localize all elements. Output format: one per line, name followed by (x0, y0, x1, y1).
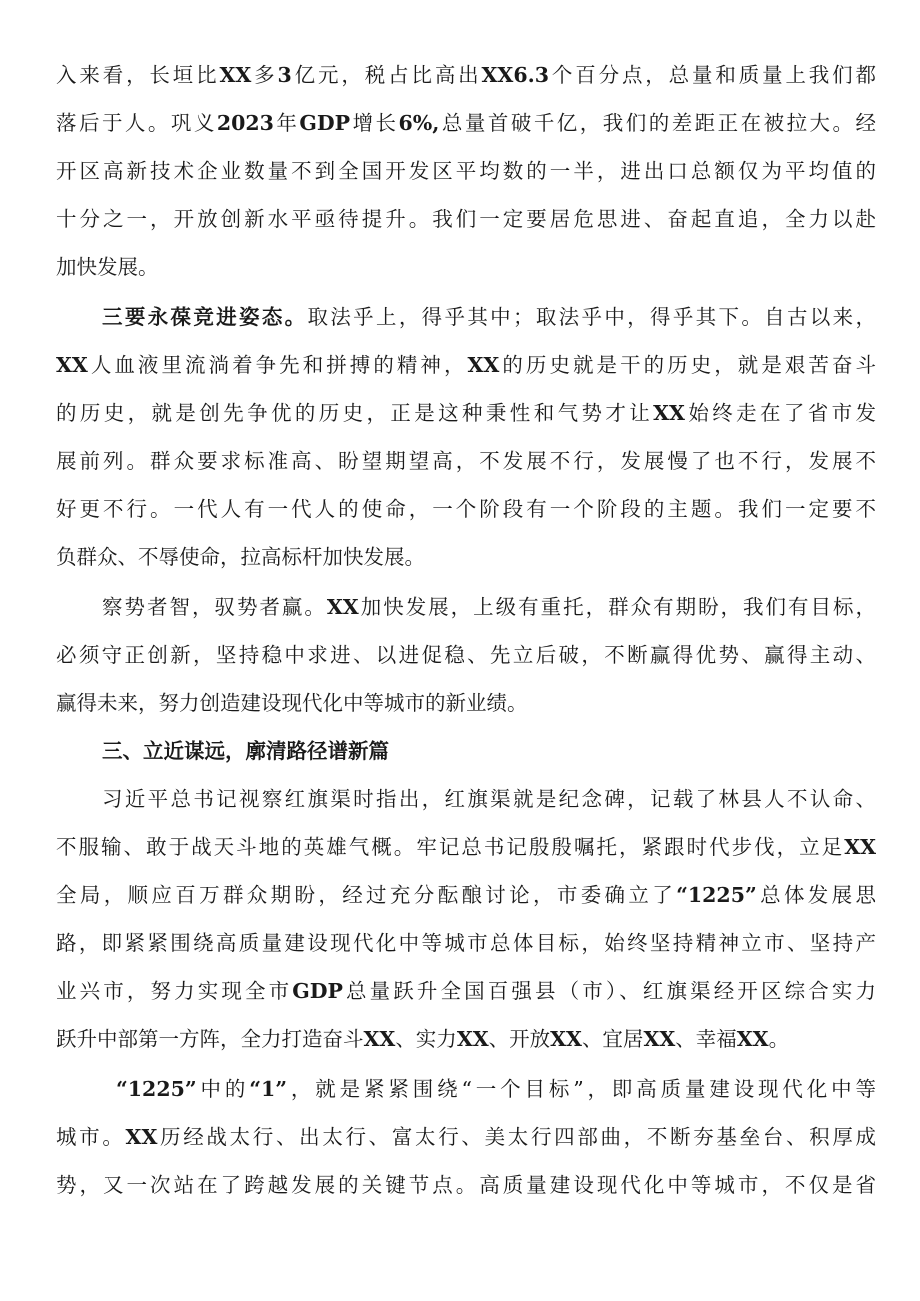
text-line (56, 683, 876, 723)
bold-text-run: XX (653, 401, 685, 425)
text-run: 增长 (350, 111, 399, 135)
text-run: 赢得未来，努力创造建设现代化中等城市的新业绩。 (56, 691, 528, 715)
text-run: 加快发展。 (56, 255, 159, 279)
text-line (56, 393, 876, 433)
bold-text-run: XX (219, 63, 252, 87)
bold-text-run: XX (550, 1027, 582, 1051)
text-run: 加快发展，上级有重托，群众有期盼，我们有目标， (358, 595, 876, 619)
text-line (56, 199, 876, 239)
text-line (56, 635, 876, 675)
text-line (56, 923, 876, 963)
text-run: 总量首破千亿，我们的差距正在被拉大。经 (439, 111, 876, 135)
bold-text-run: XX (56, 353, 88, 377)
text-run: 的历史，就是创先争优的历史，正是这种秉性和气势才让 (56, 401, 654, 425)
bold-text-run: “1” (249, 1077, 288, 1101)
text-line (56, 537, 876, 577)
text-run: 总量跃升全国百强县（市）、红旗渠经开区综合实力 (342, 979, 876, 1003)
text-run: 必须守正创新，坚持稳中求进、以进促稳、先立后破，不断赢得优势、赢得主动、 (56, 643, 876, 667)
bold-text-run: XX (456, 1027, 489, 1051)
text-run: 历经战太行、出太行、富太行、美太行四部曲，不断夯基垒台、积厚成 (157, 1125, 876, 1149)
text-run: 亿元，税占比高出 (291, 63, 482, 87)
bold-text-run: 3 (277, 63, 292, 87)
text-line (56, 827, 876, 867)
text-run: 、实力 (395, 1027, 457, 1051)
text-run: 习近平总书记视察红旗渠时指出，红旗渠就是纪念碑，记载了林县人不认命、 (102, 787, 876, 811)
text-run: 好更不行。一代人有一代人的使命，一个阶段有一个阶段的主题。我们一定要不 (56, 497, 876, 521)
text-run: 多 (251, 63, 278, 87)
text-line (56, 1117, 876, 1157)
text-line (56, 441, 876, 481)
text-run: 业兴市，努力实现全市 (56, 979, 293, 1003)
bold-text-run: XX (844, 835, 876, 859)
text-run: 十分之一，开放创新水平亟待提升。我们一定要居危思进、奋起直追，全力以赴 (56, 207, 876, 231)
bold-text-run: 三、立近谋远，廓清路径谱新篇 (102, 739, 389, 763)
text-line (102, 587, 876, 627)
bold-text-run: XX (363, 1027, 396, 1051)
text-line (56, 489, 876, 529)
text-line (56, 1165, 876, 1205)
text-run: 始终走在了省市发 (684, 401, 876, 425)
text-run: 全局，顺应百万群众期盼，经过充分酝酿讨论，市委确立了 (56, 883, 677, 907)
bold-text-run: 2023 (216, 111, 274, 135)
bold-text-run: GDP (299, 111, 351, 135)
text-run: 、幸福 (675, 1027, 737, 1051)
text-line (102, 297, 876, 337)
text-line (56, 247, 876, 287)
text-run: 跃升中部第一方阵，全力打造奋斗 (56, 1027, 364, 1051)
text-run: 。 (768, 1027, 790, 1051)
text-run: 不服输、敢于战天斗地的英雄气概。牢记总书记殷殷嘱托，紧跟时代步伐，立足 (56, 835, 845, 859)
bold-text-run: XX (467, 353, 500, 377)
text-run: ，就是紧紧围绕“一个目标”，即高质量建设现代化中等 (287, 1077, 876, 1101)
text-line (56, 151, 876, 191)
bold-text-run: “1225” (676, 883, 757, 907)
text-line (56, 55, 876, 95)
text-line (56, 103, 876, 143)
text-run: 势，又一次站在了跨越发展的关键节点。高质量建设现代化中等城市，不仅是省 (56, 1173, 876, 1197)
text-run: 城市。 (56, 1125, 126, 1149)
text-run: 总体发展思 (756, 883, 876, 907)
text-run: 年 (273, 111, 300, 135)
bold-text-run: XX (326, 595, 359, 619)
text-run: 个百分点，总量和质量上我们都 (549, 63, 876, 87)
text-run: 、开放 (488, 1027, 551, 1051)
text-run: 中的 (196, 1077, 250, 1101)
bold-text-run: XX6.3 (481, 63, 550, 87)
text-run: 察势者智，驭势者赢。 (102, 595, 327, 619)
text-line (56, 971, 876, 1011)
bold-text-run: GDP (292, 979, 343, 1003)
text-line (56, 1019, 876, 1059)
text-line (102, 731, 876, 771)
bold-text-run: “1225” (116, 1077, 197, 1101)
text-run: 路，即紧紧围绕高质量建设现代化中等城市总体目标，始终坚持精神立市、坚持产 (56, 931, 876, 955)
text-run: 展前列。群众要求标准高、盼望期望高，不发展不行，发展慢了也不行，发展不 (56, 449, 876, 473)
text-run: 入来看，长垣比 (56, 63, 220, 87)
text-run: 的历史就是干的历史，就是艰苦奋斗 (499, 353, 876, 377)
text-run: 负群众、不辱使命，拉高标杆加快发展。 (56, 545, 425, 569)
text-run: 、宜居 (581, 1027, 644, 1051)
text-line (102, 779, 876, 819)
text-run: 取法乎上，得乎其中；取法乎中，得乎其下。自古以来， (307, 305, 876, 329)
text-line (116, 1069, 876, 1109)
bold-text-run: XX (643, 1027, 676, 1051)
text-line (56, 875, 876, 915)
text-run: 落后于人。巩义 (56, 111, 217, 135)
text-run: 人血液里流淌着争先和拼搏的精神， (87, 353, 468, 377)
text-run: 开区高新技术企业数量不到全国开发区平均数的一半，进出口总额仅为平均值的 (56, 159, 876, 183)
bold-text-run: XX (125, 1125, 158, 1149)
bold-text-run: XX (736, 1027, 769, 1051)
bold-text-run: 6%, (398, 111, 440, 135)
bold-text-run: 三要永葆竞进姿态。 (102, 305, 308, 329)
text-line (56, 345, 876, 385)
